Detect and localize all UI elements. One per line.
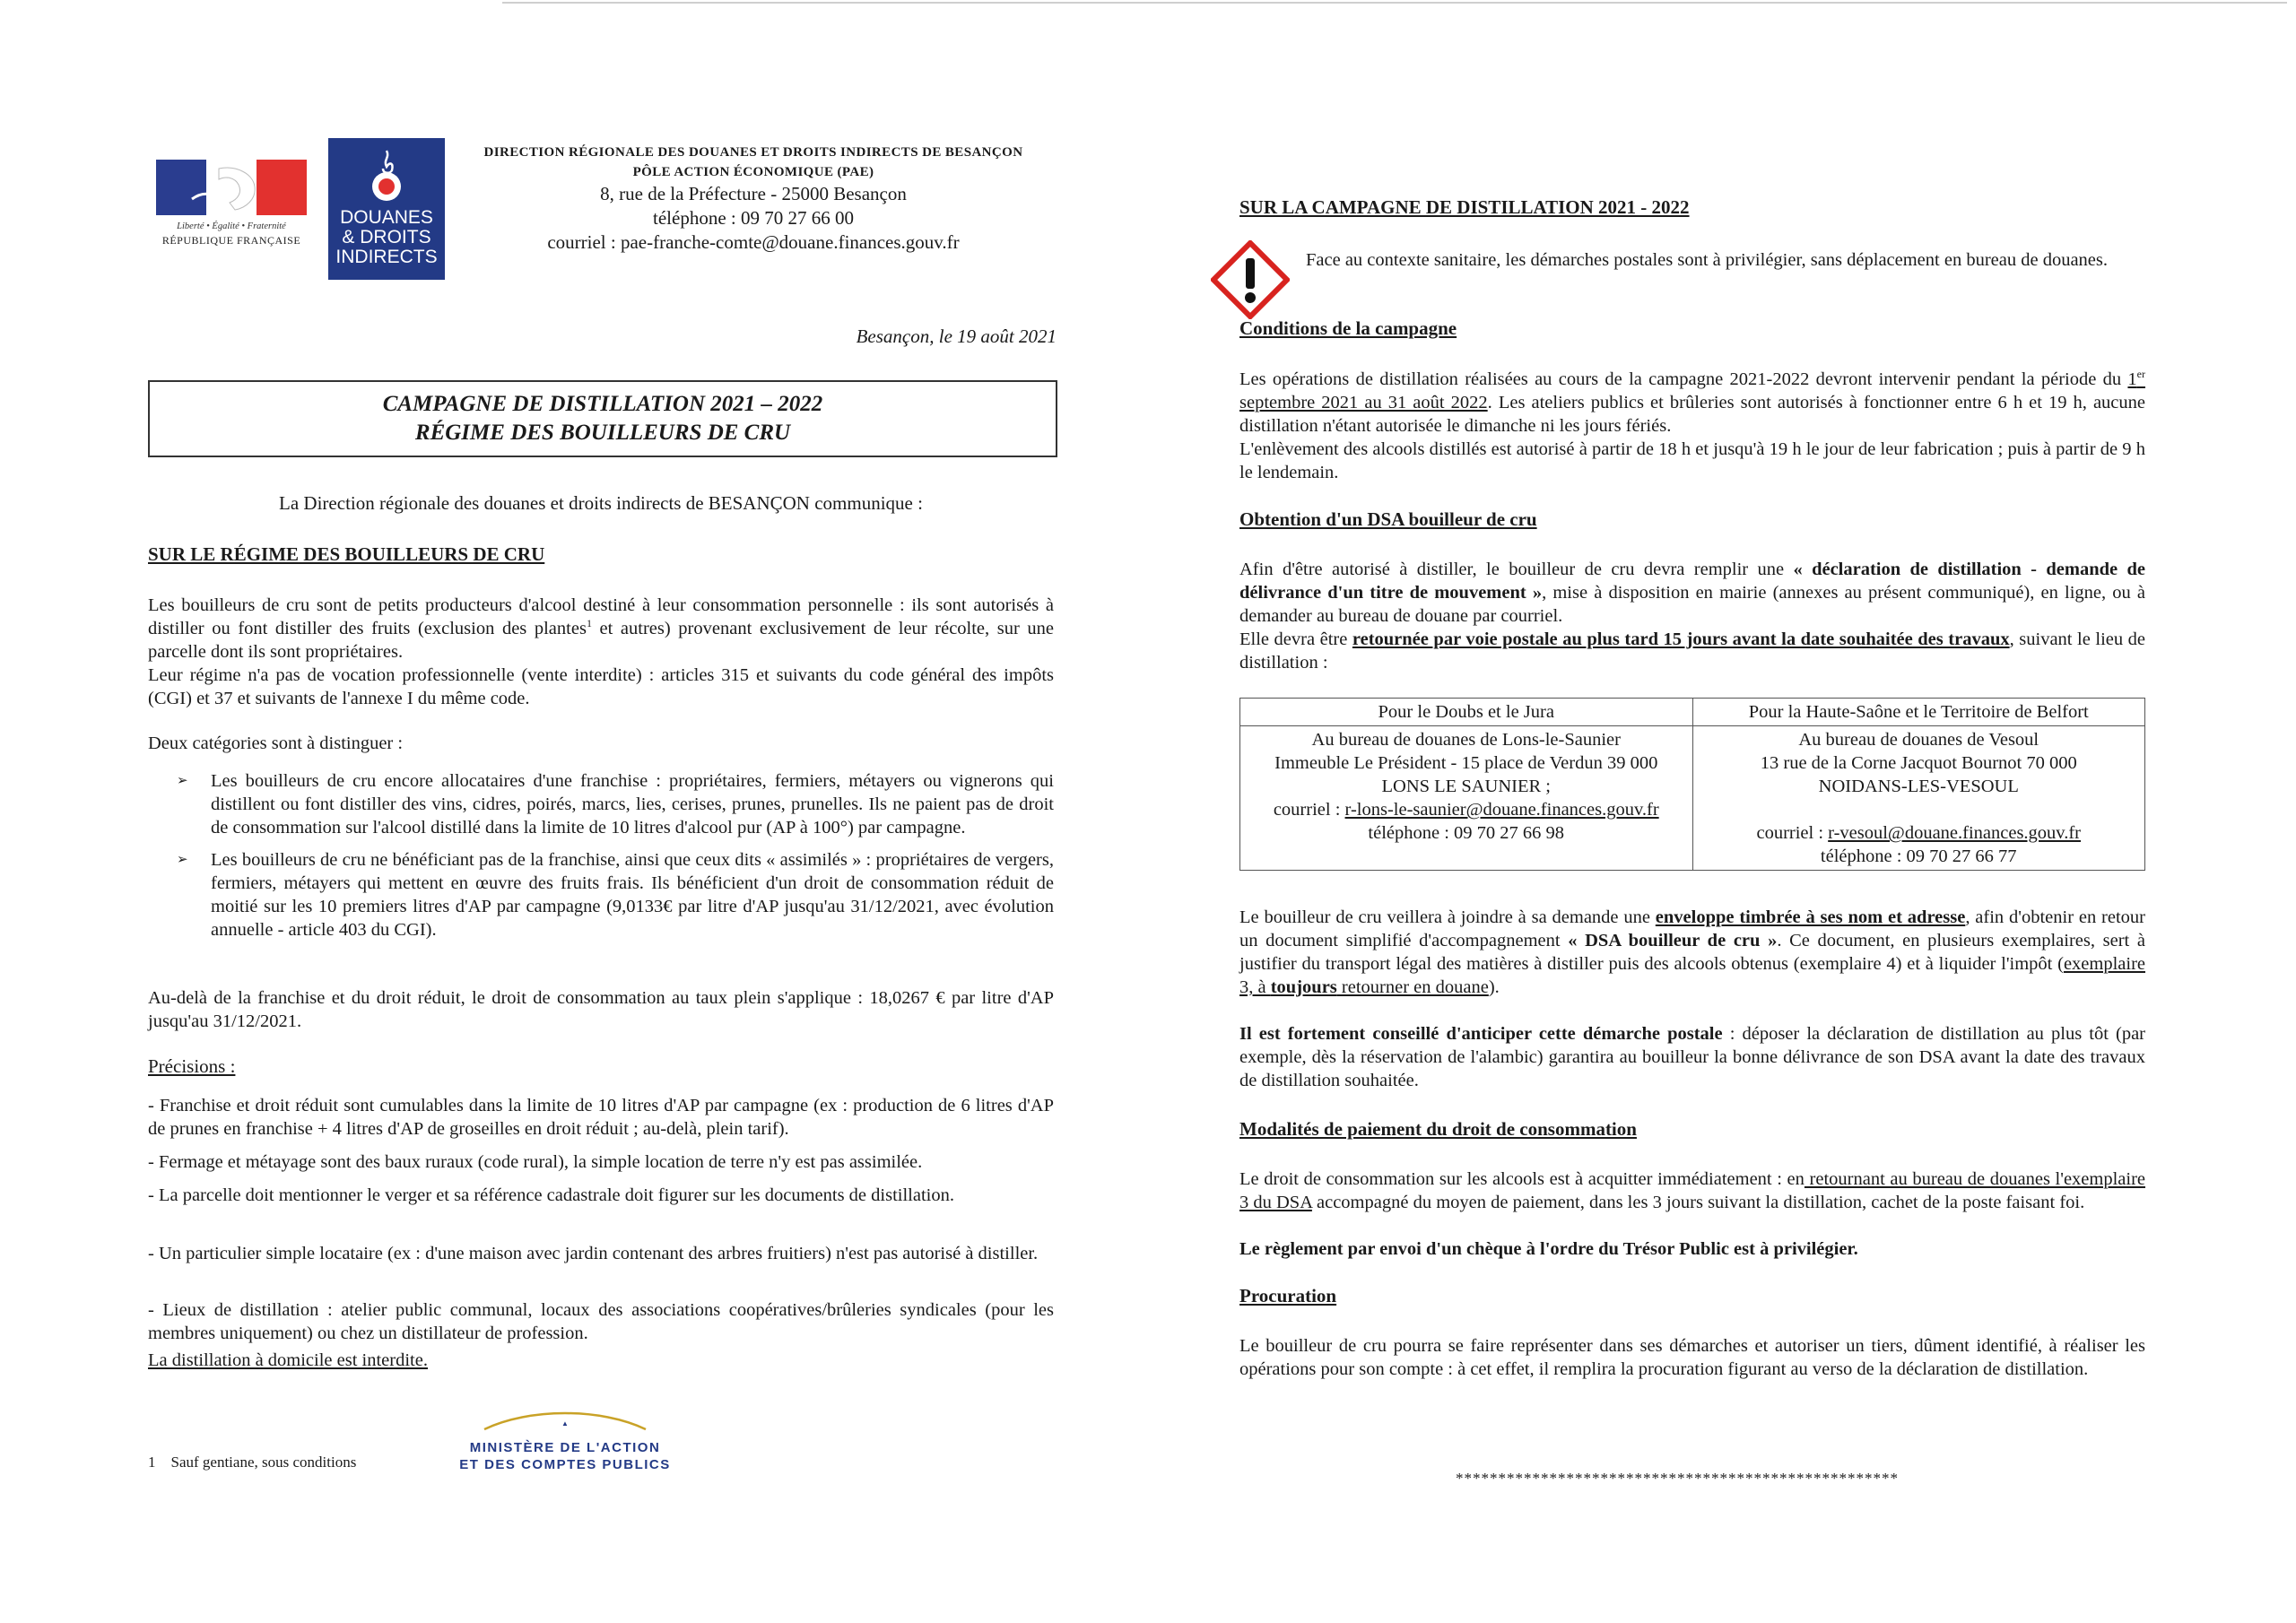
conditions-paragraph-2: L'enlèvement des alcools distillés est autorisé à partir de 18 h et jusqu'à 19 h le jour de leur fabrication ; puis à partir de 9 h le lendemain.: [1239, 439, 2145, 482]
arrow-bullet-icon: ➢: [177, 853, 188, 867]
taux-plein: Au-delà de la franchise et du droit réduit, le droit de consommation au taux plein s'applique : 18,0267 € par litre d'AP jusqu'au 31/12/2021.: [148, 988, 1054, 1031]
domicile-interdite: La distillation à domicile est interdite.: [148, 1350, 428, 1370]
footnote: 1 Sauf gentiane, sous conditions: [148, 1454, 357, 1471]
warning-text: Face au contexte sanitaire, les démarches postales sont à privilégier, sans déplacement en bureau de douanes.: [1306, 250, 2109, 270]
direction-name: DIRECTION RÉGIONALE DES DOUANES ET DROITS INDIRECTS DE BESANÇON: [483, 145, 1023, 160]
paiement-heading: Modalités de paiement du droit de consommation: [1239, 1118, 1637, 1140]
list-item: ➢ Les bouilleurs de cru ne bénéficiant pas de la franchise, ainsi que ceux dits « assimilés » : propriétaires de vergers, fermiers, métayers qui mettent en œuvre des fruits frais. Ils bénéficient d'un droit de consommation réduit de moitié sur les 10 premiers litres d'AP par campagne (9,0133€ par litre d'AP jusqu'au 31/12/2021, avec évolution annuelle - article 403 du CGI).: [177, 850, 1054, 940]
phone: téléphone : 09 70 27 66 00: [653, 207, 854, 229]
table-header-haute-saone-belfort: Pour la Haute-Saône et le Territoire de Belfort: [1692, 699, 2145, 726]
ministere-line2: ET DES COMPTES PUBLICS: [459, 1457, 671, 1472]
warning-hazard-icon: [1211, 240, 1290, 319]
regime-paragraph-1: Les bouilleurs de cru sont de petits producteurs d'alcool destiné à leur consommation personnelle : ils sont autorisés à distiller ou font distiller des fruits (exclusion des plantes$^1$ et autres) provenant exclusivement de leur récolte, sur une parcelle dont ils sont propriétaires.: [148, 595, 1054, 662]
communique-intro: La Direction régionale des douanes et droits indirects de BESANÇON communique :: [279, 492, 923, 514]
republique-francaise-logo: [154, 160, 309, 258]
flame-emblem-icon: [358, 147, 415, 204]
regime-heading: SUR LE RÉGIME DES BOUILLEURS DE CRU: [148, 543, 545, 565]
bureaux-table-wrap: [1239, 698, 2145, 871]
precision-5: - Lieux de distillation : atelier public communal, locaux des associations coopératives/brûleries syndicales (pour les membres uniquement) ou chez un distillateur de profession.: [148, 1300, 1054, 1343]
table-header-doubs-jura: Pour le Doubs et le Jura: [1240, 699, 1693, 726]
precision-4: - Un particulier simple locataire (ex : d'une maison avec jardin contenant des arbres fruitiers) n'est pas autorisé à distiller.: [148, 1244, 1039, 1263]
dsa-paragraph-2: Elle devra être retournée par voie postale au plus tard 15 jours avant la date souhaitée des travaux, suivant le lieu de distillation :: [1239, 629, 2145, 673]
paiement-cheque: Le règlement par envoi d'un chèque à l'ordre du Trésor Public est à privilégier.: [1239, 1239, 1858, 1259]
paiement-paragraph: Le droit de consommation sur les alcools est à acquitter immédiatement : en retournant au bureau de douanes l'exemplaire 3 du DSA accompagné du moyen de paiement, dans les 3 jours suivant la distillation, cachet de la poste faisant foi.: [1239, 1169, 2145, 1212]
arrow-bullet-icon: ➢: [177, 774, 188, 788]
precisions-heading: Précisions :: [148, 1055, 236, 1077]
dsa-paragraph-1: Afin d'être autorisé à distiller, le bouilleur de cru devra remplir une « déclaration de distillation - demande de délivrance d'un titre de mouvement », mise à disposition en mairie (annexes au présent communiqué), en ligne, ou à demander au bureau de douane par courriel.: [1239, 560, 2145, 626]
rf-name: RÉPUBLIQUE FRANÇAISE: [161, 234, 301, 247]
scan-edge-line: [502, 2, 2287, 4]
procuration-paragraph: Le bouilleur de cru pourra se faire représenter dans ses démarches et autoriser un tiers, dûment identifié, à réaliser les opérations pour son compte : à cet effet, il remplira la procuration figurant au verso de la déclaration de distillation.: [1239, 1336, 2145, 1379]
email-link-vesoul[interactable]: r-vesoul@douane.finances.gouv.fr: [1828, 823, 2082, 843]
list-item: ➢ Les bouilleurs de cru encore allocataires d'une franchise : propriétaires, fermiers, métayers ou vignerons qui distillent ou font distiller des vins, cidres, poirés, marcs, lies, cerises, prunes, prunelles. Ils ne paient pas de droit de consommation sur l'alcool distillé dans la limite de 10 litres d'alcool pur (AP à 100°) par campagne.: [177, 771, 1054, 838]
address: 8, rue de la Préfecture - 25000 Besançon: [600, 183, 907, 204]
campagne-heading: SUR LA CAMPAGNE DE DISTILLATION 2021 - 2022: [1239, 196, 1690, 218]
ministere-arc-icon: [475, 1406, 655, 1433]
dsa-heading: Obtention d'un DSA bouilleur de cru: [1239, 508, 1537, 530]
title-line1: CAMPAGNE DE DISTILLATION 2021 – 2022: [382, 392, 823, 416]
table-row: [1240, 699, 2145, 726]
regime-paragraph-2: Leur régime n'a pas de vocation professionnelle (vente interdite) : articles 315 et suivants du code général des impôts (CGI) et 37 et suivants de l'annexe I du même code.: [148, 665, 1054, 708]
conditions-paragraph-1: Les opérations de distillation réalisées au cours de la campagne 2021-2022 devront intervenir pendant la période du 1er septembre 2021 au 31 août 2022. Les ateliers publics et brûleries sont autorisés à fonctionner entre 6 h et 19 h, aucune distillation n'étant autorisée le dimanche ni les jours fériés.: [1239, 368, 2146, 436]
table-row: [1240, 726, 2145, 871]
bureau-vesoul: Au bureau de douanes de Vesoul 13 rue de la Corne Jacquot Bournot 70 000 NOIDANS-LES-VESOUL courriel : r-vesoul@douane.finances.gouv.fr téléphone : 09 70 27 66 77: [1692, 726, 2145, 871]
document-date: Besançon, le 19 août 2021: [856, 325, 1057, 347]
conditions-heading: Conditions de la campagne: [1239, 317, 1457, 339]
title-line2: RÉGIME DES BOUILLEURS DE CRU: [414, 421, 791, 445]
rf-motto: Liberté • Égalité • Fraternité: [177, 221, 286, 231]
precision-1: - Franchise et droit réduit sont cumulables dans la limite de 10 litres d'AP par campagne (ex : production de 6 litres d'AP de prunes en franchise + 4 litres d'AP de groseilles en droit réduit ; au-delà, plein tarif).: [148, 1096, 1054, 1139]
procuration-heading: Procuration: [1239, 1285, 1337, 1306]
email-link-lons[interactable]: r-lons-le-saunier@douane.finances.gouv.fr: [1344, 800, 1659, 820]
ministere-line1: MINISTÈRE DE L'ACTION: [469, 1440, 661, 1455]
precision-3: - La parcelle doit mentionner le verger et sa référence cadastrale doit figurer sur les documents de distillation.: [148, 1185, 954, 1205]
douanes-droits-indirects-logo: [328, 138, 445, 280]
letterhead: [448, 143, 1058, 255]
closing-stars: ****************************************************: [1456, 1470, 1899, 1487]
pole-name: PÔLE ACTION ÉCONOMIQUE (PAE): [632, 165, 874, 179]
ministere-logo: [430, 1406, 700, 1473]
douanes-logo-line2: & DROITS: [342, 227, 431, 247]
bureau-lons: Au bureau de douanes de Lons-le-Saunier Immeuble Le Président - 15 place de Verdun 39 000 LONS LE SAUNIER ; courriel : r-lons-le-saunier@douane.finances.gouv.fr téléphone : 09 70 27 66 98: [1240, 726, 1693, 871]
email: courriel : pae-franche-comte@douane.finances.gouv.fr: [547, 231, 960, 253]
svg-text:▲: ▲: [561, 1419, 569, 1428]
enveloppe-paragraph: Le bouilleur de cru veillera à joindre à sa demande une enveloppe timbrée à ses nom et adresse, afin d'obtenir en retour un document simplifié d'accompagnement « DSA bouilleur de cru ». Ce document, en plusieurs exemplaires, sert à justifier du transport légal des matières à distiller puis des alcools obtenus (exemplaire 4) et à liquider l'impôt (exemplaire 3, à toujours retourner en douane).: [1239, 907, 2146, 997]
categories-list: [148, 769, 1054, 950]
anticiper-paragraph: Il est fortement conseillé d'anticiper cette démarche postale : déposer la déclaration de distillation au plus tôt (par exemple, dès la réservation de l'alambic) garantira au bouilleur la bonne délivrance de son DSA avant la date des travaux de distillation souhaitée.: [1239, 1024, 2145, 1090]
categories-intro: Deux catégories sont à distinguer :: [148, 733, 404, 753]
douanes-logo-line1: DOUANES: [340, 207, 433, 228]
precision-2: - Fermage et métayage sont des baux ruraux (code rural), la simple location de terre n'y est pas assimilée.: [148, 1152, 923, 1172]
title-box: [148, 380, 1057, 457]
marianne-flag-icon: [156, 160, 307, 215]
bureaux-table: [1239, 698, 2145, 871]
douanes-logo-line3: INDIRECTS: [335, 247, 438, 267]
